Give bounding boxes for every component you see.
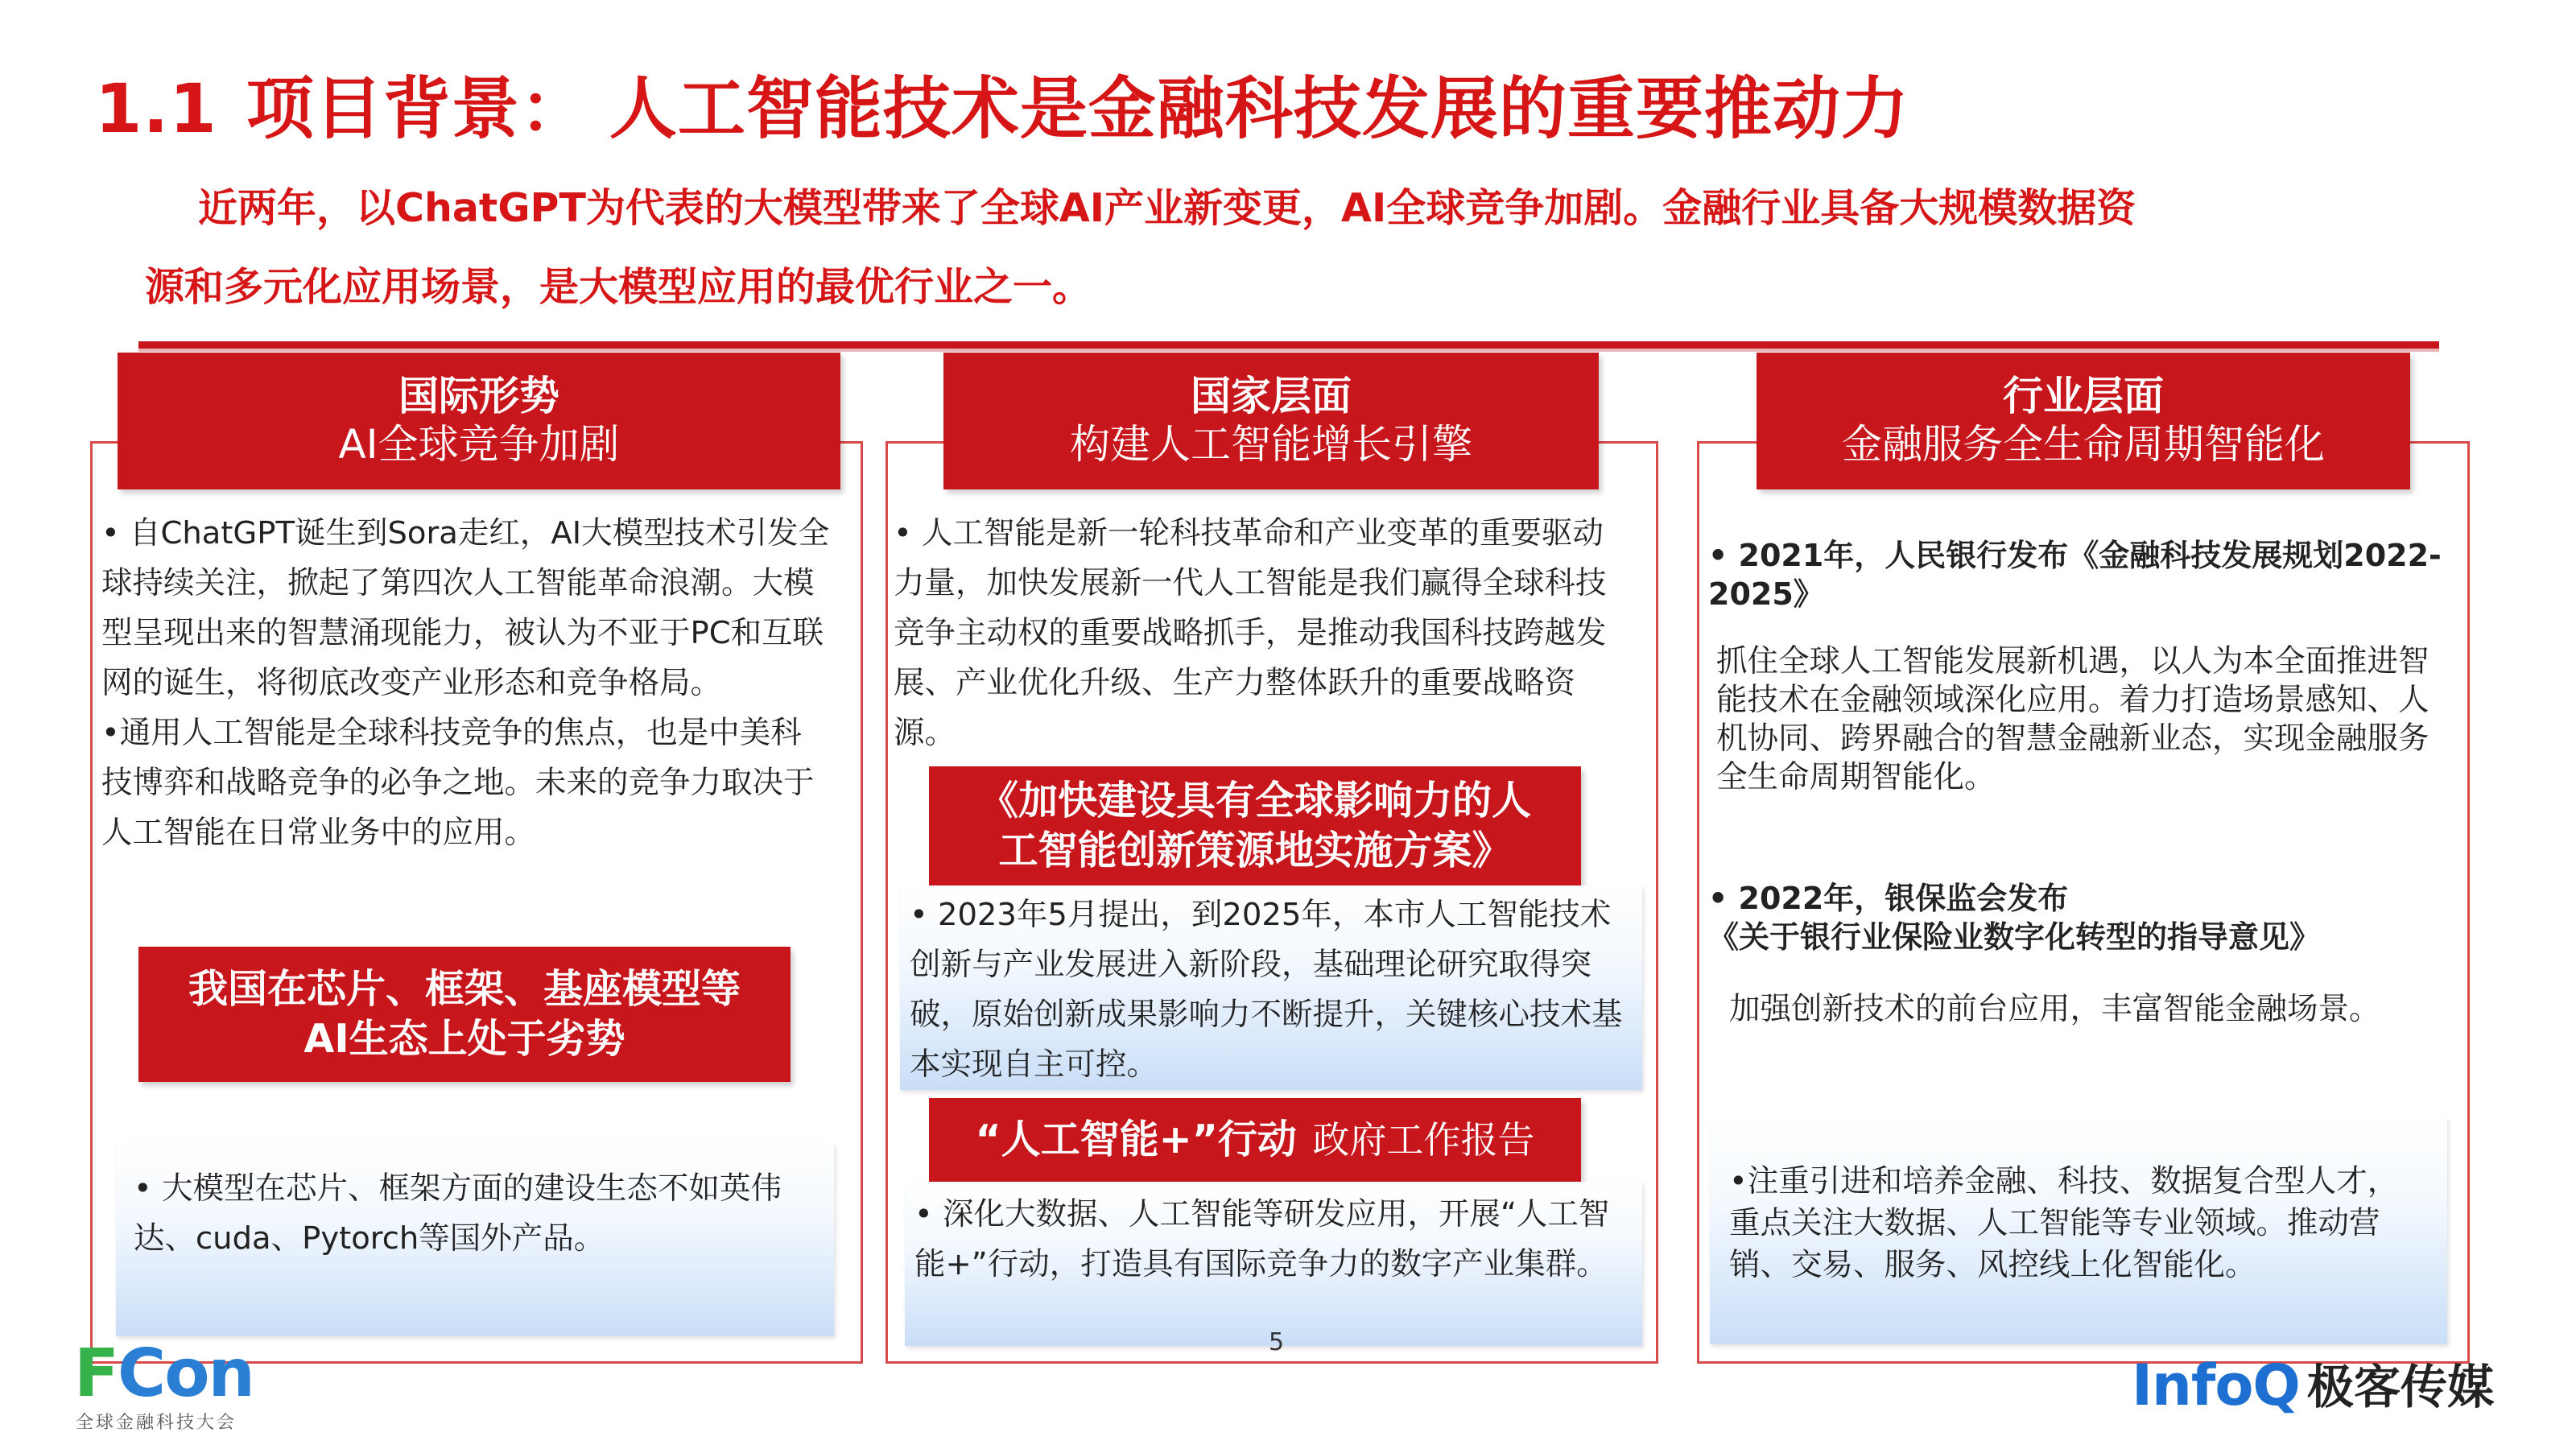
- col3-item2-title-line-1: • 2022年，银保监会发布: [1708, 881, 2069, 916]
- header-title: 国家层面: [1191, 373, 1352, 419]
- col3-note-box: [1710, 1117, 2447, 1344]
- section-name: 项目背景：: [246, 69, 588, 148]
- fcon-subtitle: 全球金融科技大会: [76, 1413, 237, 1433]
- col3-item1-title: • 2021年，人民银行发布《金融科技发展规划2022-2025》: [1708, 538, 2442, 612]
- infoq-chinese-name: 极客传媒: [2307, 1360, 2495, 1414]
- header-title: 行业层面: [2003, 373, 2164, 419]
- fcon-logo: [74, 1335, 254, 1412]
- divider-shadow: [138, 349, 2439, 352]
- action-source: 政府工作报告: [1312, 1118, 1535, 1162]
- col2-paragraph-1: • 人工智能是新一轮科技革命和产业变革的重要驱动力量，加快发展新一代人工智能是我们赢得全球科技竞争主动权的重要战略抓手，是推动我国科技跨越发展、产业优化升级、生产力整体跃升的重要战略资源。: [894, 515, 1607, 751]
- col1-note-text: • 大模型在芯片、框架方面的建设生态不如英伟达、cuda、Pytorch等国外产品。: [134, 1170, 782, 1257]
- col3-note-text: •注重引进和培养金融、科技、数据复合型人才，重点关注大数据、人工智能等专业领域。推动营销、交易、服务、风控线上化智能化。: [1729, 1163, 2399, 1283]
- section-number: 1.1: [95, 69, 217, 148]
- col2-plan-note-text: • 2023年5月提出，到2025年，本市人工智能技术创新与产业发展进入新阶段，基础理论研究取得突破，原始创新成果影响力不断提升，关键核心技术基本实现自主可控。: [910, 897, 1623, 1083]
- col1-paragraph-2: •通用人工智能是全球科技竞争的焦点，也是中美科技博弈和战略竞争的必争之地。未来的竞争力取决于人工智能在日常业务中的应用。: [101, 715, 815, 851]
- col2-plan-note: [900, 886, 1642, 1090]
- col2-action-box: [929, 1098, 1581, 1182]
- intro-line-1: 近两年，以ChatGPT为代表的大模型带来了全球AI产业新变更，AI全球竞争加剧。金融行业具备大规模数据资: [198, 185, 2136, 231]
- header-industry: [1757, 353, 2410, 489]
- col3-item1-body: 抓住全球人工智能发展新机遇，以人为本全面推进智能技术在金融领域深化应用。着力打造场景感知、人机协同、跨界融合的智慧金融新业态，实现金融服务全生命周期智能化。: [1716, 643, 2429, 795]
- intro-line-2: 源和多元化应用场景，是大模型应用的最优行业之一。: [145, 264, 1092, 310]
- header-subtitle: 金融服务全生命周期智能化: [1842, 421, 2325, 468]
- highlight-line-2: AI生态上处于劣势: [303, 1016, 625, 1062]
- header-subtitle: AI全球竞争加剧: [338, 421, 620, 468]
- col1-text: [101, 509, 832, 858]
- intro-text: [145, 169, 2372, 327]
- col2-action-note-text: • 深化大数据、人工智能等研发应用，开展“人工智能+”行动，打造具有国际竞争力的数字产业集群。: [914, 1196, 1610, 1282]
- headline: 人工智能技术是金融科技发展的重要推动力: [609, 69, 1909, 148]
- col2-action-note: [905, 1182, 1642, 1346]
- page-title: [95, 55, 1909, 152]
- fcon-logo-con: Con: [118, 1335, 254, 1412]
- plan-line-1: 《加快建设具有全球影响力的人: [978, 778, 1531, 824]
- plan-line-2: 工智能创新策源地实施方案》: [998, 828, 1512, 873]
- infoq-logo: InfoQ: [2132, 1352, 2300, 1418]
- highlight-line-1: 我国在芯片、框架、基座模型等: [188, 966, 741, 1012]
- header-title: 国际形势: [398, 373, 559, 419]
- page-number: 5: [1269, 1328, 1285, 1356]
- col3-item2-title: [1708, 879, 2465, 956]
- col3-item2-title-line-2: 《关于银行业保险业数字化转型的指导意见》: [1708, 919, 2321, 955]
- fcon-logo-f: F: [74, 1335, 118, 1412]
- header-national: [943, 353, 1599, 489]
- col1-paragraph-1: • 自ChatGPT诞生到Sora走红，AI大模型技术引发全球持续关注，掀起了第四次人工智能革命浪潮。大模型呈现出来的智慧涌现能力，被认为不亚于PC和互联网的诞生，将彻底改变产业形态和竞争格局。: [101, 515, 830, 701]
- col3-item2-body: 加强创新技术的前台应用，丰富智能金融场景。: [1729, 991, 2380, 1027]
- header-subtitle: 构建人工智能增长引擎: [1070, 421, 1472, 468]
- divider-line: [138, 341, 2439, 349]
- col2-plan-box: [929, 766, 1581, 886]
- col2-text: [894, 509, 1634, 758]
- col1-note-box: [116, 1143, 834, 1336]
- action-title: “人工智能+”行动: [975, 1117, 1297, 1162]
- col1-highlight-box: [138, 947, 791, 1082]
- header-international: [118, 353, 840, 489]
